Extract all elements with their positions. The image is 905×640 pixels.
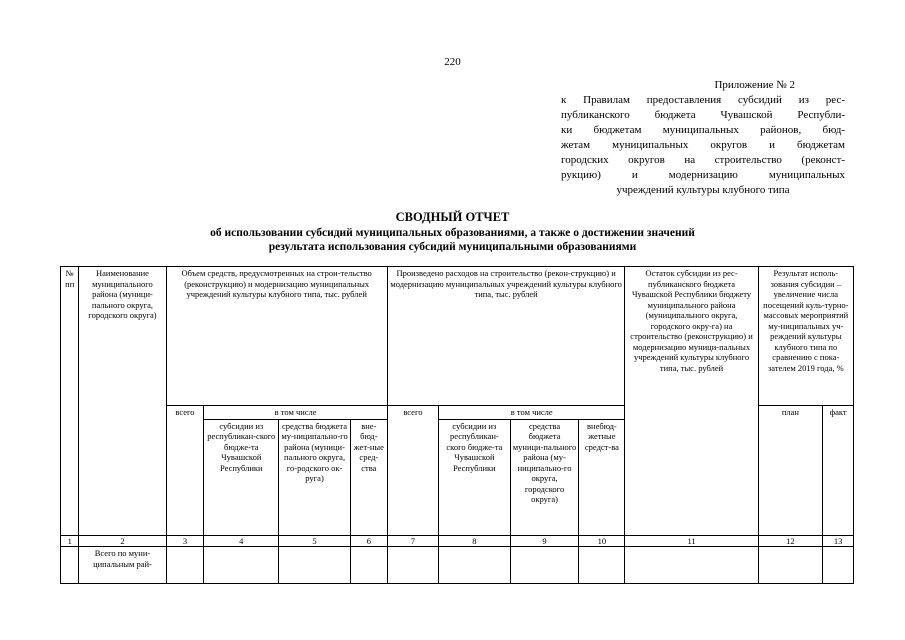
- header-sub-municipal: средства бюджета муници-пального района (му-ниципально-го округа, городского округа): [510, 419, 579, 535]
- report-subtitle: [0, 226, 905, 254]
- table-cell: [204, 547, 279, 584]
- header-plan: план: [758, 406, 823, 536]
- appendix-line: учреждений культуры клубного типа: [616, 184, 790, 196]
- table-cell: [439, 547, 511, 584]
- appendix-line: жетам муниципальных округов и бюджетам: [561, 139, 845, 151]
- appendix-block: [561, 78, 845, 198]
- appendix-title: Приложение № 2: [714, 79, 795, 91]
- header-name: Наименование муниципального района (муници-пального округа, городского округа): [79, 267, 166, 536]
- column-number: 2: [79, 535, 166, 547]
- column-number: 11: [625, 535, 758, 547]
- column-number: 9: [510, 535, 579, 547]
- header-spent: Произведено расходов на строительство (рекон-струкцию) и модернизацию муниципальных учреждений культуры клубного типа, тыс. рублей: [387, 267, 625, 406]
- column-number-row: [61, 535, 854, 547]
- column-number: 7: [387, 535, 438, 547]
- header-result: Результат исполь-зования субсидии – увеличение числа посещений куль-турно-массовых мероприятий му-ниципальных уч-реждений культуры клубного типа по сравнению с пока-зателем 2019 года, %: [758, 267, 853, 406]
- page-number: 220: [444, 56, 461, 68]
- table-row-total: [61, 547, 854, 584]
- table-cell: [510, 547, 579, 584]
- table-cell: [758, 547, 823, 584]
- report-subtitle-line: результата использования субсидий муниципальными образованиями: [268, 241, 637, 253]
- table-header-row: [61, 267, 854, 406]
- header-total: всего: [166, 406, 204, 536]
- header-sub-republic: субсидии из республикан-ского бюдже-та Чувашской Республики: [439, 419, 511, 535]
- header-sub-extrabudget: внебюд-жетные средст-ва: [579, 419, 625, 535]
- table-cell: [387, 547, 438, 584]
- report-subtitle-line: об использовании субсидий муниципальных образованиями, а также о достижении значений: [210, 227, 695, 239]
- column-number: 4: [204, 535, 279, 547]
- column-number: 8: [439, 535, 511, 547]
- header-including: в том числе: [439, 406, 625, 420]
- column-number: 5: [279, 535, 351, 547]
- header-volume: Объем средств, предусмотренных на строи-тельство (реконструкцию) и модернизацию муниципальных учреждений культуры клубного типа, тыс. рублей: [166, 267, 387, 406]
- table-cell: [823, 547, 854, 584]
- column-number: 12: [758, 535, 823, 547]
- appendix-line: городских округов на строительство (реконст-: [561, 154, 845, 166]
- table-cell: [350, 547, 387, 584]
- appendix-line: рукцию) и модернизацию муниципальных: [561, 169, 845, 181]
- header-sub-extrabudget: вне-бюд-жет-ные сред-ства: [350, 419, 387, 535]
- appendix-line: публиканского бюджета Чувашской Республи-: [561, 109, 845, 121]
- appendix-line: к Правилам предоставления субсидий из рес-: [561, 94, 845, 106]
- header-sub-municipal: средства бюджета му-ниципально-го района (муници-пального округа, го-родского ок-руга): [279, 419, 351, 535]
- report-table: [60, 266, 854, 584]
- header-total: всего: [387, 406, 438, 536]
- row-total-label: Всего по муни-ципальным рай-: [79, 547, 166, 584]
- column-number: 10: [579, 535, 625, 547]
- column-number: 6: [350, 535, 387, 547]
- column-number: 3: [166, 535, 204, 547]
- column-number: 13: [823, 535, 854, 547]
- header-num: № пп: [61, 267, 79, 536]
- header-including: в том числе: [204, 406, 387, 420]
- header-sub-republic: субсидии из республикан-ского бюдже-та Чувашской Республики: [204, 419, 279, 535]
- header-remainder: Остаток субсидии из рес-публиканского бюджета Чувашской Республики бюджету муниципального района (муниципального округа, городского окру-га) на строительство (реконструкцию) и модернизацию муници-пальных учреждений культуры клубного типа, тыс. рублей: [625, 267, 758, 536]
- header-fact: факт: [823, 406, 854, 536]
- table-cell: [625, 547, 758, 584]
- table-cell: [61, 547, 79, 584]
- table-cell: [279, 547, 351, 584]
- report-title: СВОДНЫЙ ОТЧЕТ: [395, 210, 510, 224]
- table-cell: [579, 547, 625, 584]
- table-cell: [166, 547, 204, 584]
- column-number: 1: [61, 535, 79, 547]
- appendix-line: ки бюджетам муниципальных районов, бюд-: [561, 124, 845, 136]
